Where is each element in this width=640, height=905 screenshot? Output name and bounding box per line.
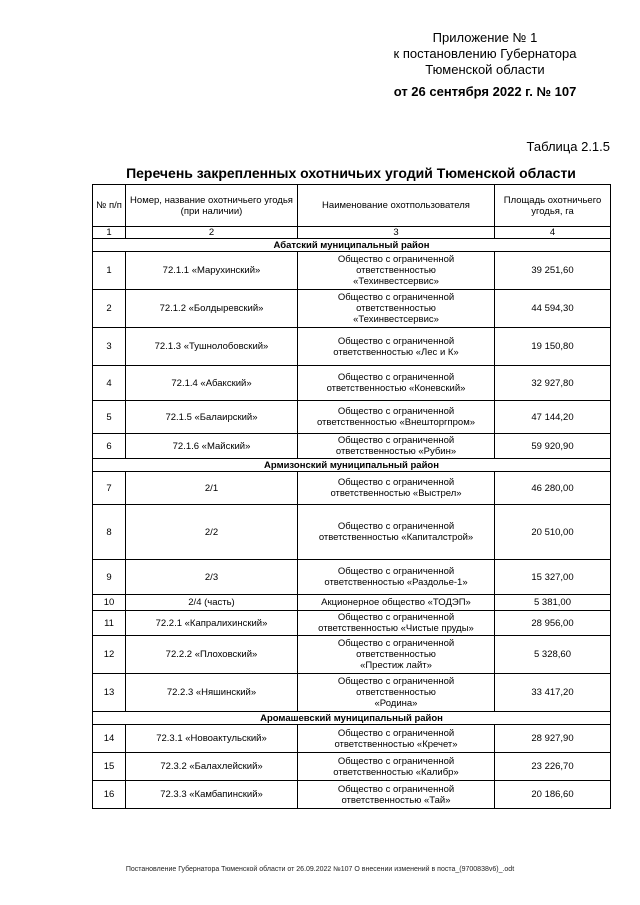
hunting-user: Общество с ограниченной ответственностью «Выстрел» [298, 472, 495, 505]
ground-area: 44 594,30 [495, 290, 611, 328]
ground-name: 72.1.5 «Балаирский» [126, 401, 298, 434]
hunting-user: Общество с ограниченной ответственностью «Коневский» [298, 366, 495, 401]
ground-name: 72.1.4 «Абакский» [126, 366, 298, 401]
row-number: 16 [93, 781, 126, 809]
ground-area: 33 417,20 [495, 674, 611, 712]
ground-name: 72.2.3 «Няшинский» [126, 674, 298, 712]
ground-name: 2/1 [126, 472, 298, 505]
hunting-grounds-table [92, 184, 611, 809]
table-number: Таблица 2.1.5 [526, 139, 610, 154]
row-number: 15 [93, 753, 126, 781]
col-header-user: Наименование охотпользователя [298, 185, 495, 227]
row-number: 11 [93, 611, 126, 636]
ground-area: 32 927,80 [495, 366, 611, 401]
hunting-user: Акционерное общество «ТОДЭП» [298, 595, 495, 611]
ground-area: 46 280,00 [495, 472, 611, 505]
table-row [93, 636, 611, 674]
appendix-date: от 26 сентября 2022 г. № 107 [393, 84, 577, 99]
table-row [93, 290, 611, 328]
table-row [93, 328, 611, 366]
table-row [93, 725, 611, 753]
ground-name: 72.1.3 «Тушнолобовский» [126, 328, 298, 366]
row-number: 8 [93, 505, 126, 560]
col-header-number: № п/п [93, 185, 126, 227]
col-number: 4 [495, 227, 611, 239]
table-row [93, 505, 611, 560]
row-number: 5 [93, 401, 126, 434]
row-number: 1 [93, 252, 126, 290]
ground-area: 47 144,20 [495, 401, 611, 434]
hunting-user: Общество с ограниченной ответственностью «Калибр» [298, 753, 495, 781]
row-number: 10 [93, 595, 126, 611]
ground-name: 72.1.6 «Майский» [126, 434, 298, 459]
district-name: Аромашевский муниципальный район [93, 712, 611, 725]
hunting-user: Общество с ограниченной ответственностью «Лес и К» [298, 328, 495, 366]
table-row [93, 401, 611, 434]
table-row [93, 252, 611, 290]
ground-name: 2/4 (часть) [126, 595, 298, 611]
row-number: 13 [93, 674, 126, 712]
district-name: Абатский муниципальный район [93, 239, 611, 252]
row-number: 14 [93, 725, 126, 753]
ground-area: 19 150,80 [495, 328, 611, 366]
hunting-user: Общество с ограниченной ответственностью «Престиж лайт» [298, 636, 495, 674]
table-row [93, 560, 611, 595]
row-number: 2 [93, 290, 126, 328]
col-header-area: Площадь охотничьего угодья, га [495, 185, 611, 227]
district-row [93, 239, 611, 252]
appendix-subtitle: к постановлению Губернатора [393, 46, 577, 61]
ground-name: 72.2.2 «Плоховский» [126, 636, 298, 674]
table-row [93, 781, 611, 809]
ground-area: 59 920,90 [495, 434, 611, 459]
table-row [93, 611, 611, 636]
hunting-user: Общество с ограниченной ответственностью «Кречет» [298, 725, 495, 753]
ground-area: 20 186,60 [495, 781, 611, 809]
hunting-user: Общество с ограниченной ответственностью «Техинвестсервис» [298, 252, 495, 290]
col-header-ground: Номер, название охотничьего угодья (при наличии) [126, 185, 298, 227]
hunting-user: Общество с ограниченной ответственностью «Капиталстрой» [298, 505, 495, 560]
col-number: 3 [298, 227, 495, 239]
ground-area: 23 226,70 [495, 753, 611, 781]
ground-name: 72.3.1 «Новоактульский» [126, 725, 298, 753]
hunting-user: Общество с ограниченной ответственностью «Раздолье-1» [298, 560, 495, 595]
appendix-region: Тюменской области [425, 62, 545, 77]
ground-area: 5 381,00 [495, 595, 611, 611]
row-number: 6 [93, 434, 126, 459]
col-number: 1 [93, 227, 126, 239]
col-number: 2 [126, 227, 298, 239]
ground-area: 28 956,00 [495, 611, 611, 636]
district-row [93, 459, 611, 472]
ground-name: 72.1.1 «Марухинский» [126, 252, 298, 290]
ground-area: 5 328,60 [495, 636, 611, 674]
row-number: 9 [93, 560, 126, 595]
ground-name: 2/2 [126, 505, 298, 560]
row-number: 7 [93, 472, 126, 505]
ground-name: 72.3.2 «Балахлейский» [126, 753, 298, 781]
table-title: Перечень закрепленных охотничьих угодий Тюменской области [126, 165, 576, 181]
district-name: Армизонский муниципальный район [93, 459, 611, 472]
hunting-user: Общество с ограниченной ответственностью «Внешторгпром» [298, 401, 495, 434]
table-header-row [93, 185, 611, 227]
ground-area: 28 927,90 [495, 725, 611, 753]
table-row [93, 595, 611, 611]
ground-name: 72.1.2 «Болдыревский» [126, 290, 298, 328]
row-number: 3 [93, 328, 126, 366]
table-row [93, 366, 611, 401]
appendix-title: Приложение № 1 [432, 30, 538, 45]
district-row [93, 712, 611, 725]
document-footer: Постановление Губернатора Тюменской области от 26.09.2022 №107 О внесении изменений в поста_(9700838v6)_.odt [125, 866, 515, 873]
hunting-user: Общество с ограниченной ответственностью «Чистые пруды» [298, 611, 495, 636]
ground-area: 39 251,60 [495, 252, 611, 290]
column-number-row [93, 227, 611, 239]
table-row [93, 674, 611, 712]
hunting-user: Общество с ограниченной ответственностью «Рубин» [298, 434, 495, 459]
hunting-user: Общество с ограниченной ответственностью «Родина» [298, 674, 495, 712]
ground-name: 72.2.1 «Капралихинский» [126, 611, 298, 636]
appendix-header [360, 30, 610, 100]
ground-name: 2/3 [126, 560, 298, 595]
row-number: 12 [93, 636, 126, 674]
table-row [93, 753, 611, 781]
table-row [93, 472, 611, 505]
ground-area: 20 510,00 [495, 505, 611, 560]
table-row [93, 434, 611, 459]
ground-name: 72.3.3 «Камбапинский» [126, 781, 298, 809]
hunting-user: Общество с ограниченной ответственностью «Тай» [298, 781, 495, 809]
row-number: 4 [93, 366, 126, 401]
ground-area: 15 327,00 [495, 560, 611, 595]
hunting-user: Общество с ограниченной ответственностью «Техинвестсервис» [298, 290, 495, 328]
